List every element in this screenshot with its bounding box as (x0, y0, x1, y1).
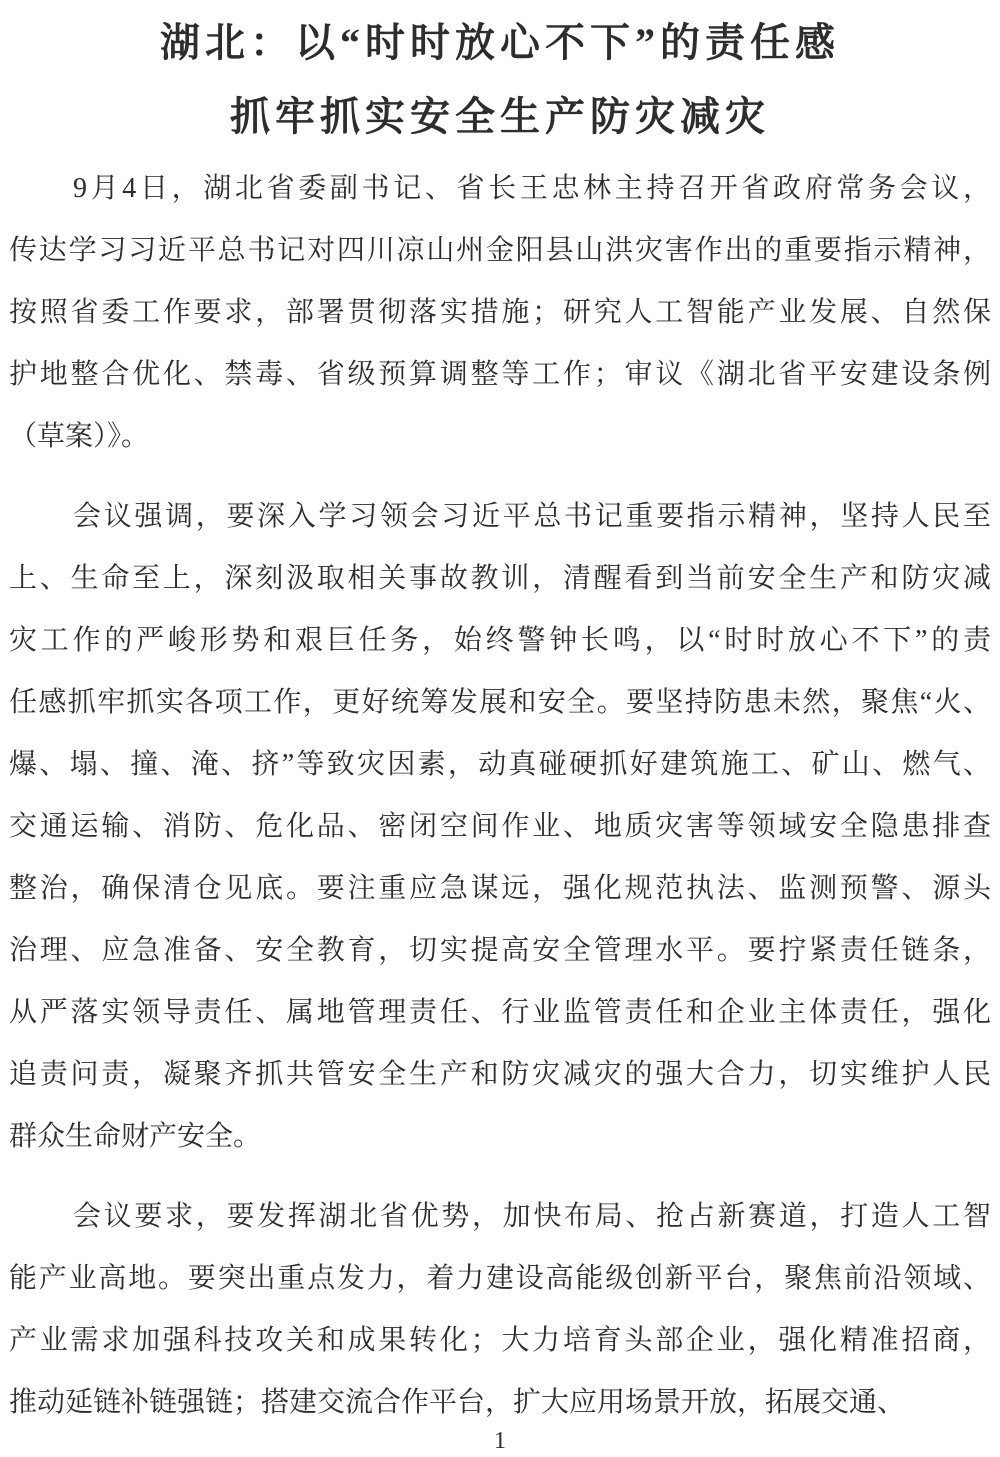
text-line: 爆、塌、撞、淹、挤”等致灾因素，动真碰硬抓好建筑施工、矿山、燃气、 (9, 749, 991, 780)
text-line: 追责问责，凝聚齐抓共管安全生产和防灾减灾的强大合力，切实维护人民 (9, 1059, 991, 1090)
text-line: 从严落实领导责任、属地管理责任、行业监管责任和企业主体责任，强化 (9, 997, 991, 1028)
text-line: （草案）》。 (9, 421, 150, 452)
text-line: 能产业高地。要突出重点发力，着力建设高能级创新平台，聚焦前沿领域、 (9, 1263, 991, 1294)
text-line: 产业需求加强科技攻关和成果转化；大力培育头部企业，强化精准招商， (9, 1325, 991, 1356)
text-line: 群众生命财产安全。 (9, 1121, 262, 1152)
text-line: 会议要求，要发挥湖北省优势，加快布局、抢占新赛道，打造人工智 (73, 1201, 991, 1232)
text-line: 9月4日，湖北省委副书记、省长王忠林主持召开省政府常务会议， (73, 173, 991, 204)
paragraph (9, 1186, 991, 1434)
title-line-1: 湖北：以“时时放心不下”的责任感 (160, 20, 840, 65)
document-title (0, 0, 1000, 154)
text-line: 任感抓牢抓实各项工作，更好统筹发展和安全。要坚持防患未然，聚焦“火、 (9, 687, 991, 718)
text-line: 推动延链补链强链；搭建交流合作平台，扩大应用场景开放，拓展交通、 (9, 1387, 906, 1418)
text-line: 传达学习习近平总书记对四川凉山州金阳县山洪灾害作出的重要指示精神， (9, 235, 991, 266)
text-line: 上、生命至上，深刻汲取相关事故教训，清醒看到当前安全生产和防灾减 (9, 563, 991, 594)
title-line-2: 抓牢抓实安全生产防灾减灾 (230, 94, 770, 139)
paragraph (9, 486, 991, 1168)
paragraph (9, 158, 991, 468)
text-line: 整治，确保清仓见底。要注重应急谋远，强化规范执法、监测预警、源头 (9, 873, 991, 904)
text-line: 会议强调，要深入学习领会习近平总书记重要指示精神，坚持人民至 (73, 501, 991, 532)
text-line: 护地整合优化、禁毒、省级预算调整等工作；审议《湖北省平安建设条例 (9, 359, 991, 390)
text-line: 按照省委工作要求，部署贯彻落实措施；研究人工智能产业发展、自然保 (9, 297, 991, 328)
document-body (0, 158, 1000, 1434)
page-number: 1 (494, 1428, 506, 1454)
text-line: 灾工作的严峻形势和艰巨任务，始终警钟长鸣，以“时时放心不下”的责 (9, 625, 991, 656)
text-line: 治理、应急准备、安全教育，切实提高安全管理水平。要拧紧责任链条， (9, 935, 991, 966)
text-line: 交通运输、消防、危化品、密闭空间作业、地质灾害等领域安全隐患排查 (9, 811, 991, 842)
